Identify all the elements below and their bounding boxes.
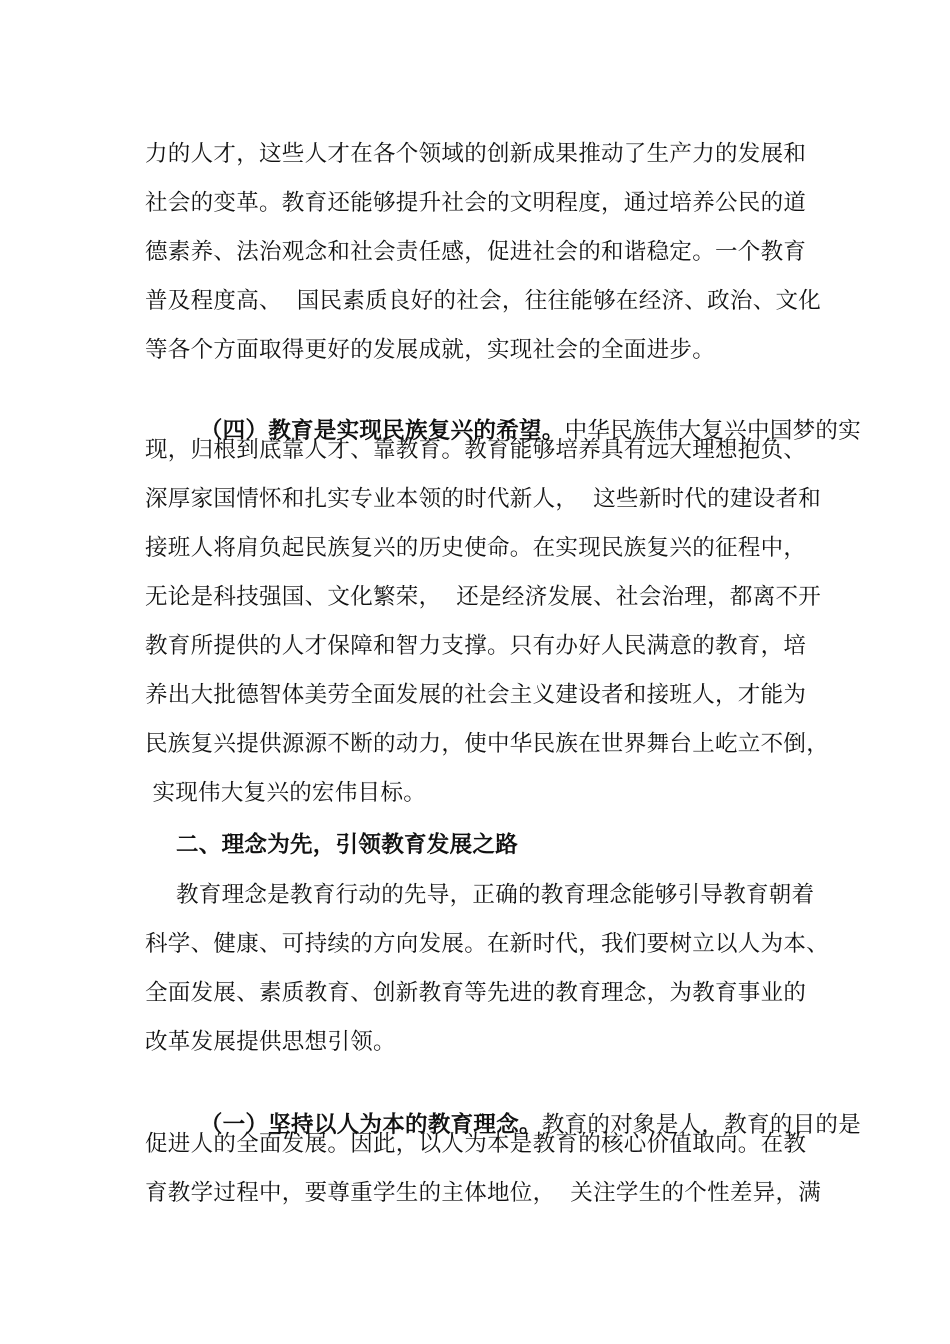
text-line: 德素养、法治观念和社会责任感，促进社会的和谐稳定。一个教育 xyxy=(145,239,807,265)
text-line: 深厚家国情怀和扎实专业本领的时代新人， 这些新时代的建设者和 xyxy=(145,486,822,512)
text-line: 无论是科技强国、文化繁荣， 还是经济发展、社会治理，都离不开 xyxy=(145,584,822,610)
text-line: 社会的变革。教育还能够提升社会的文明程度，通过培养公民的道 xyxy=(145,190,807,216)
text-line: 改革发展提供思想引领。 xyxy=(145,1029,396,1055)
text-line: 促进人的全面发展。因此，以人为本是教育的核心价值取向。在教 xyxy=(145,1131,807,1157)
text-line: 民族复兴提供源源不断的动力，使中华民族在世界舞台上屹立不倒， xyxy=(145,731,830,757)
text-line: 科学、健康、可持续的方向发展。在新时代，我们要树立以人为本、 xyxy=(145,931,830,957)
text-line: 全面发展、素质教育、创新教育等先进的教育理念，为教育事业的 xyxy=(145,980,807,1006)
text-line: 力的人才，这些人才在各个领域的创新成果推动了生产力的发展和 xyxy=(145,141,807,167)
text-line: 教育理念是教育行动的先导，正确的教育理念能够引导教育朝着 xyxy=(176,882,815,908)
text-line: 养出大批德智体美劳全面发展的社会主义建设者和接班人，才能为 xyxy=(145,682,807,708)
text-line: 育教学过程中，要尊重学生的主体地位， 关注学生的个性差异，满 xyxy=(145,1180,822,1206)
paragraph-heading: （一）坚持以人为本的教育理念。 xyxy=(199,1112,542,1138)
text-line: 普及程度高、 国民素质良好的社会，往往能够在经济、政治、文化 xyxy=(145,288,822,314)
text-line: 等各个方面取得更好的发展成就，实现社会的全面进步。 xyxy=(145,337,716,363)
section-title: 二、理念为先，引领教育发展之路 xyxy=(176,832,519,858)
text-line: 接班人将肩负起民族复兴的历史使命。在实现民族复兴的征程中， xyxy=(145,535,807,561)
text-span: 教育的对象是人，教育的目的是 xyxy=(541,1112,862,1138)
text-line: 实现伟大复兴的宏伟目标。 xyxy=(145,780,427,806)
paragraph-heading: （四）教育是实现民族复兴的希望。 xyxy=(199,418,565,444)
text-line: 教育所提供的人才保障和智力支撑。只有办好人民满意的教育，培 xyxy=(145,633,807,659)
text-line: 现，归根到底靠人才、靠教育。教育能够培养具有远大理想抱负、 xyxy=(145,437,807,463)
text-span: 中华民族伟大复兴中国梦的实 xyxy=(564,418,862,444)
